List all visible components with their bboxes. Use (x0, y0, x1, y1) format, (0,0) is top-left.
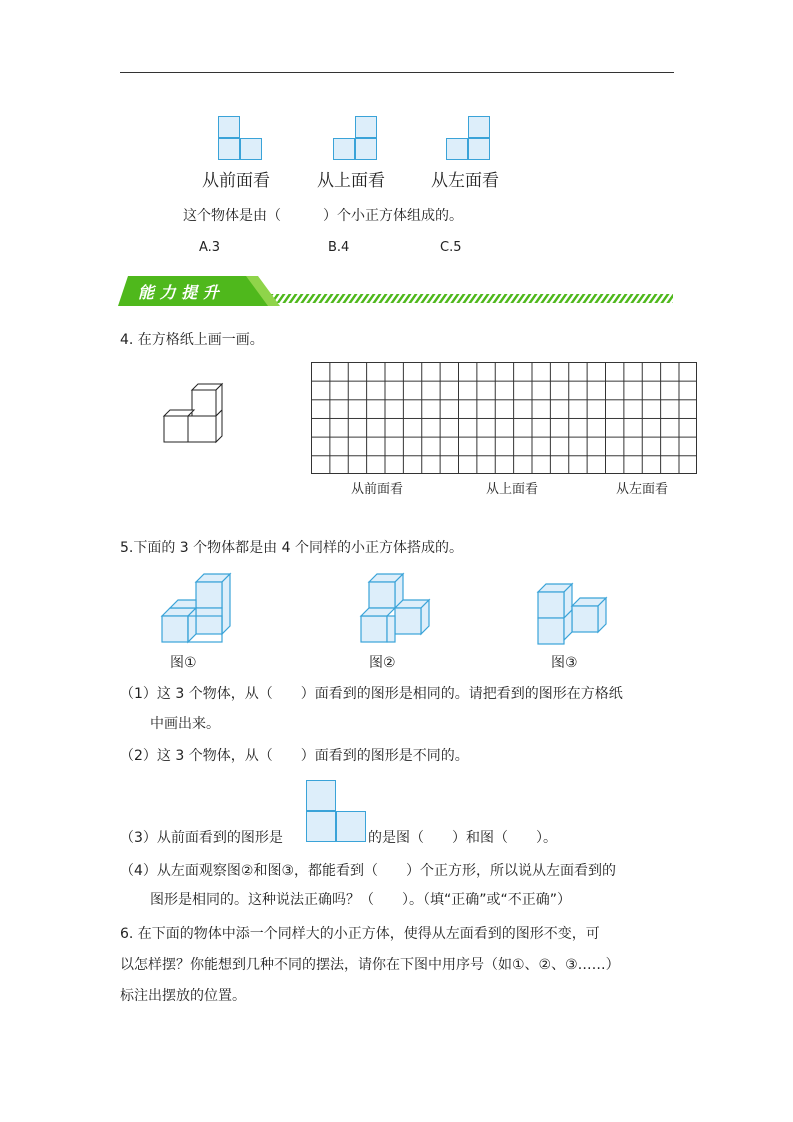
q4-grid-paper[interactable] (311, 362, 697, 474)
q4-grid-label-left: 从左面看 (616, 482, 669, 497)
section-title: 能 力 提 升 (138, 283, 219, 302)
q5-figure-2 (357, 572, 437, 646)
q4-title: 4. 在方格纸上画一画。 (120, 332, 264, 348)
q4-cube-figure (160, 382, 230, 444)
view-label-left: 从左面看 (431, 171, 499, 191)
q5-sub3-line-b: 的是图（ ）和图（ ）。 (368, 830, 557, 846)
q5-sub1-line2: 中画出来。 (150, 716, 220, 732)
q5-sub3-line-a: （3）从前面看到的图形是 (120, 830, 283, 846)
q5-title: 5.下面的 3 个物体都是由 4 个同样的小正方体搭成的。 (120, 540, 463, 556)
view-left-figure (446, 116, 494, 162)
q6-line2: 以怎样摆？你能想到几种不同的摆法，请你在下图中用序号（如①、②、③……） (120, 957, 620, 973)
q5-figure-label-2: 图② (369, 655, 396, 671)
view-top-figure (333, 116, 381, 162)
q5-figure-label-3: 图③ (551, 655, 578, 671)
q3-option-b: B.4 (328, 240, 350, 255)
q5-figure-1 (158, 572, 238, 646)
header-rule (120, 72, 674, 73)
q3-question: 这个物体是由（ ）个小正方体组成的。 (183, 208, 463, 224)
q5-figure-3 (536, 578, 616, 646)
q5-sub4-line1: （4）从左面观察图②和图③，都能看到（ ）个正方形，所以说从左面看到的 (120, 863, 617, 879)
view-label-front: 从前面看 (202, 171, 270, 191)
view-front-figure (218, 116, 266, 162)
q6-line1: 6. 在下面的物体中添一个同样大的小正方体，使得从左面看到的图形不变，可 (120, 926, 600, 942)
q5-sub4-line2: 图形是相同的。这种说法正确吗？（ ）。（填“正确”或“不正确”） (150, 892, 572, 908)
view-label-top: 从上面看 (317, 171, 385, 191)
q5-figure-label-1: 图① (170, 655, 197, 671)
q6-line3: 标注出摆放的位置。 (120, 988, 246, 1004)
q4-grid-label-top: 从上面看 (486, 482, 539, 497)
q5-sub2: （2）这 3 个物体，从（ ）面看到的图形是不同的。 (120, 748, 469, 764)
q5-sub1-line1: （1）这 3 个物体，从（ ）面看到的图形是相同的。请把看到的图形在方格纸 (120, 686, 623, 702)
q3-option-c: C.5 (440, 240, 462, 255)
q4-grid-label-front: 从前面看 (351, 482, 404, 497)
q5-sub3-figure (306, 780, 366, 842)
q3-option-a: A.3 (199, 240, 221, 255)
